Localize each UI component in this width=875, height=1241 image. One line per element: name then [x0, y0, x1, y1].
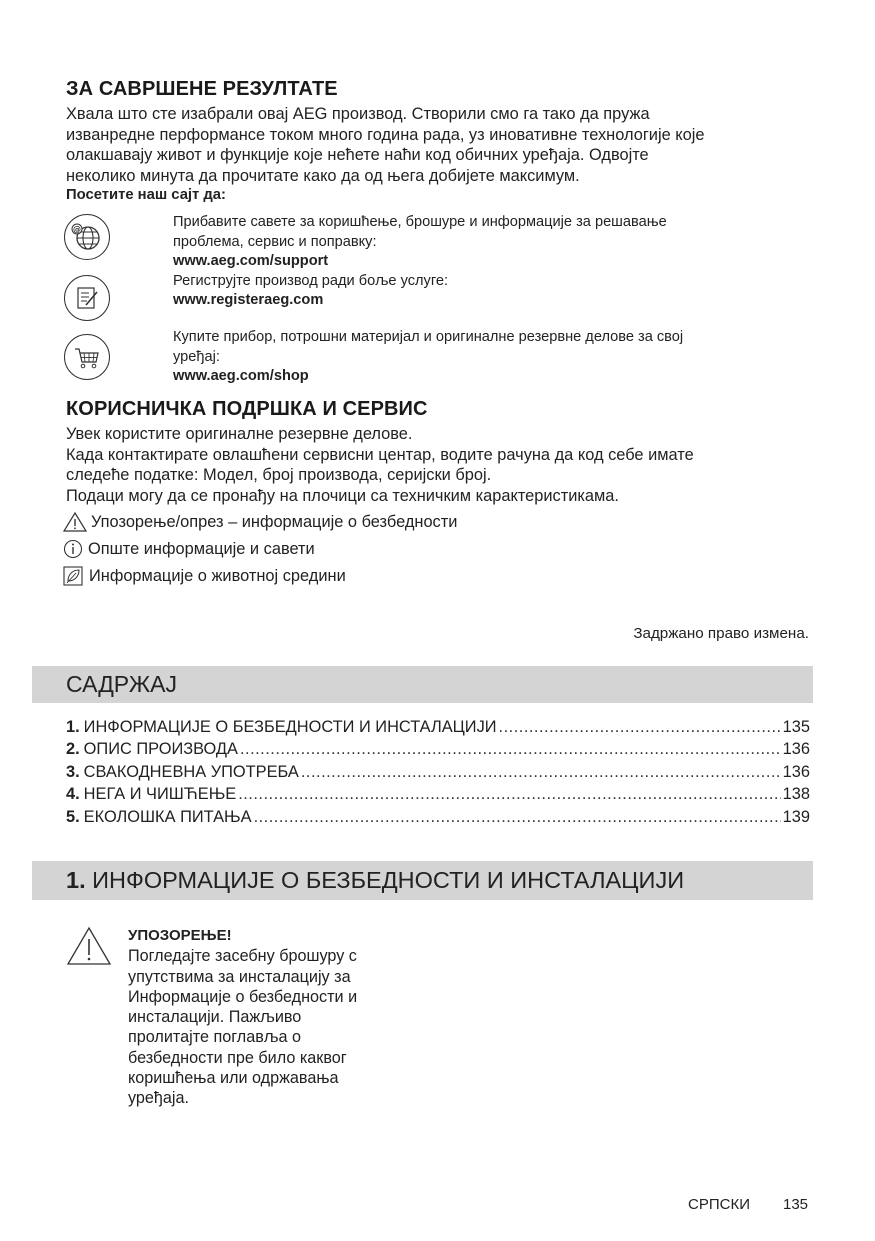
chapter-title-text: ИНФОРМАЦИЈЕ О БЕЗБЕДНОСТИ И ИНСТАЛАЦИЈИ [92, 867, 685, 893]
visit-support-line: проблема, сервис и поправку: [173, 233, 377, 250]
toc-item[interactable] [66, 739, 810, 759]
legend-info [63, 539, 315, 559]
visit-support-text [173, 213, 813, 311]
support-line: Подаци могу да се пронађу на плочици са техничким карактеристикама. [66, 486, 619, 505]
toc-leader [240, 739, 781, 759]
legend-info-text: Опште информације и савети [88, 540, 315, 558]
support-line: Увек користите оригиналне резервне делове. [66, 425, 413, 443]
intro-line: изванредне перформансе током много година рада, уз иновативне технологије које [66, 125, 705, 144]
footer-page-number: 135 [783, 1196, 809, 1213]
toc-item-number: 5. [66, 808, 80, 826]
toc-item[interactable] [66, 762, 810, 782]
toc-title: САДРЖАЈ [66, 671, 177, 697]
legend-warning [63, 512, 457, 532]
register-link[interactable]: www.registeraeg.com [173, 292, 324, 308]
support-line: Када контактирате овлашћени сервисни центар, водите рачуна да код себе имате [66, 445, 694, 464]
toc-item-page: 136 [782, 740, 810, 758]
support-link[interactable]: www.aeg.com/support [173, 253, 329, 269]
svg-text:@: @ [73, 225, 81, 234]
intro-line: олакшавају живот и функције које нећете наћи код обичних уређаја. Одвојте [66, 146, 649, 165]
visit-label: Посетите наш сајт да: [66, 187, 226, 203]
visit-shop-line: Купите прибор, потрошни материјал и оригиналне резервне делове за свој [173, 329, 684, 345]
toc-item-label: ЕКОЛОШКА ПИТАЊА [83, 808, 252, 826]
warning-line: упутствима за инсталацију за [128, 967, 351, 986]
shop-link[interactable]: www.aeg.com/shop [173, 368, 309, 384]
toc-item-page: 138 [782, 785, 810, 803]
toc-item-label: СВАКОДНЕВНА УПОТРЕБА [83, 763, 299, 781]
chapter-number: 1. [66, 867, 86, 893]
support-line: следеће податке: Модел, број производа, серијски број. [66, 466, 492, 485]
warning-triangle-icon [63, 512, 85, 532]
warning-triangle-icon [66, 926, 112, 966]
visit-shop-text [173, 328, 813, 387]
register-form-icon [64, 275, 110, 321]
warning-line: уређаја. [128, 1089, 190, 1108]
toc-item[interactable] [66, 717, 810, 737]
warning-line: коришћења или одржавања [128, 1069, 339, 1088]
toc-item-label: ИНФОРМАЦИЈЕ О БЕЗБЕДНОСТИ И ИНСТАЛАЦИЈИ [83, 718, 497, 736]
toc-item-page: 135 [782, 718, 810, 736]
warning-text [128, 926, 398, 1109]
support-title: КОРИСНИЧКА ПОДРШКА И СЕРВИС [66, 398, 428, 420]
globe-at-icon [64, 214, 110, 260]
toc-item-number: 2. [66, 740, 80, 758]
toc-item-page: 136 [782, 763, 810, 781]
toc-item[interactable] [66, 807, 810, 827]
legend-environment [63, 566, 346, 586]
toc-item-label: НЕГА И ЧИШЋЕЊЕ [83, 785, 237, 803]
visit-support-line: Прибавите савете за коришћење, брошуре и информације за решавање [173, 214, 667, 230]
warning-heading: УПОЗОРЕЊЕ! [128, 927, 232, 944]
warning-line: Информације о безбедности и [128, 987, 358, 1006]
toc-leader [254, 807, 781, 827]
chapter-title [66, 867, 684, 894]
toc-leader [499, 717, 781, 737]
intro-line: Хвала што сте изабрали овај AEG производ. Створили смо га тако да пружа [66, 105, 650, 123]
warning-line: безбедности пре било каквог [128, 1048, 347, 1067]
legend-warning-text: Упозорење/опрез – информације о безбедности [91, 513, 458, 531]
shopping-cart-icon [64, 334, 110, 380]
footer-language: СРПСКИ [688, 1196, 750, 1213]
toc-item[interactable] [66, 784, 810, 804]
toc-item-number: 3. [66, 763, 80, 781]
visit-register-line: Региструјте производ ради боље услуге: [173, 272, 449, 289]
toc-leader [301, 762, 781, 782]
toc-item-number: 1. [66, 718, 80, 736]
warning-line: инсталацији. Пажљиво [128, 1008, 302, 1027]
intro-line: неколико минута да прочитате како да од њега добијете максимум. [66, 166, 580, 185]
toc-item-label: ОПИС ПРОИЗВОДА [83, 740, 238, 758]
support-paragraph [66, 424, 816, 506]
info-icon [63, 539, 83, 559]
intro-title: ЗА САВРШЕНЕ РЕЗУЛТАТЕ [66, 78, 338, 100]
visit-shop-line: уређај: [173, 348, 220, 365]
legend-environment-text: Информације о животној средини [89, 567, 346, 585]
toc-item-page: 139 [782, 808, 810, 826]
warning-line: пролитајте поглавља о [128, 1028, 302, 1047]
intro-paragraph [66, 104, 816, 186]
warning-line: Погледајте засебну брошуру с [128, 947, 357, 966]
rights-reserved: Задржано право измена. [633, 625, 809, 642]
toc-leader [238, 784, 780, 804]
toc-item-number: 4. [66, 785, 80, 803]
leaf-icon [63, 566, 83, 586]
